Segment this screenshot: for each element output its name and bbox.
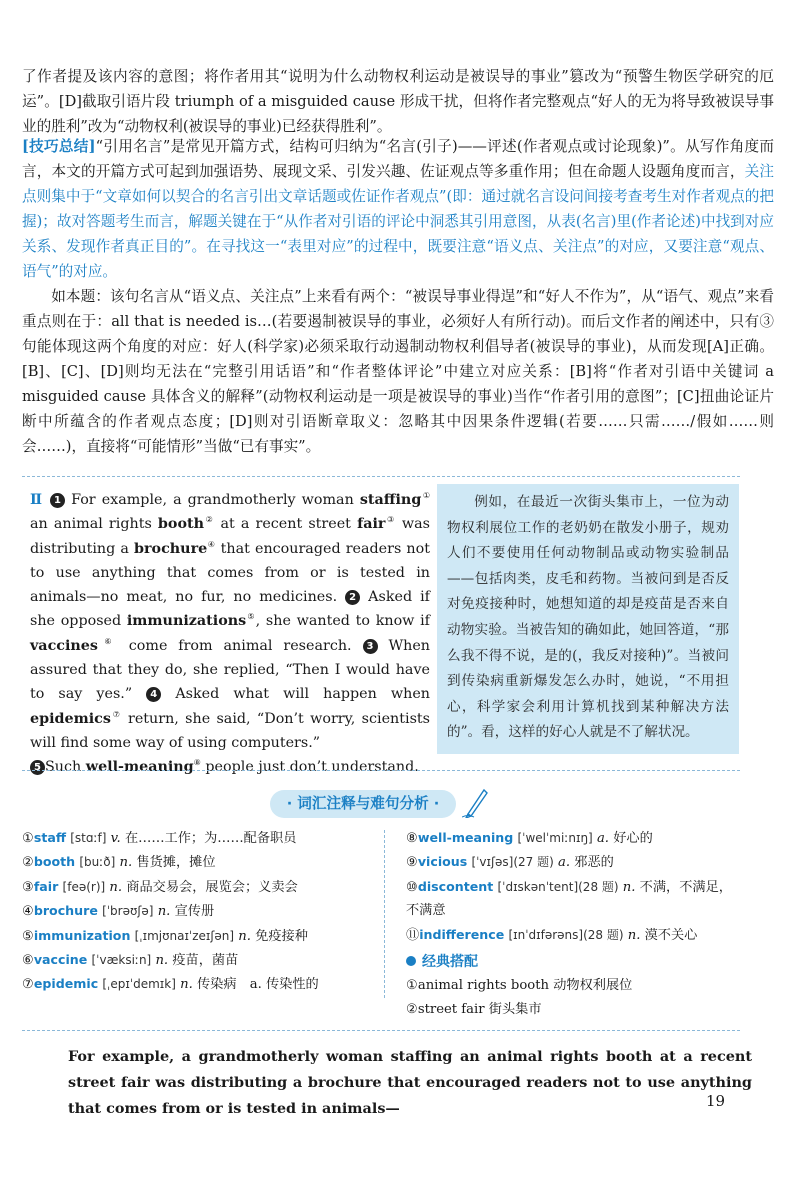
vocab-pos: n. [622, 879, 636, 895]
vocab-pos: a. [558, 855, 571, 871]
vocab-item [22, 875, 374, 899]
vocab-item [22, 924, 374, 948]
vocab-index: ⑧ [406, 831, 418, 846]
vocab-item [406, 875, 742, 923]
sentence-number-1: 1 [50, 493, 65, 508]
vocab-pos: n. [119, 855, 133, 871]
vocab-word: epidemic [33, 976, 99, 992]
vocab-list-left [22, 826, 374, 997]
vocab-definition: 传染病 a. 传染性的 [197, 977, 319, 993]
vocab-definition: 宣传册 [174, 904, 215, 920]
vocab-word: brochure [33, 903, 98, 919]
vocab-phonetic: [ˈdɪskənˈtent](28 题) [497, 879, 619, 894]
vocab-definition: 免疫接种 [255, 928, 308, 944]
vocab-phonetic: [stɑːf] [70, 831, 107, 845]
vocab-item [406, 923, 742, 947]
vocab-item [22, 948, 374, 972]
technique-tag: [技巧总结] [22, 138, 96, 155]
sentence-2-text: , she wanted to know if [255, 613, 430, 630]
footnote-mark: ① [421, 491, 431, 501]
sentence-number-3: 3 [363, 639, 378, 654]
vocab-phonetic: [buːð] [79, 855, 116, 870]
vocab-word: discontent [417, 878, 494, 894]
vocab-definition: 好心的 [613, 831, 653, 846]
vocab-index: ① [22, 831, 34, 846]
vocab-pos: n. [627, 927, 641, 943]
vocab-index: ⑦ [22, 977, 34, 993]
vocab-index: ② [22, 855, 34, 871]
vocab-word: fair [33, 878, 59, 894]
sentence-1-text: an animal rights [30, 516, 158, 533]
vocab-phonetic: [ˈvɪʃəs](27 题) [471, 855, 554, 870]
vocab-word-staffing: staffing [359, 492, 422, 508]
sentence-4-text: return, she said, “Don’t worry, scientists will find some way of using computers.” [30, 710, 430, 751]
vocab-index: ⑨ [406, 855, 418, 871]
vocab-pos: n. [157, 904, 171, 920]
vocab-phonetic: [ˈvæksiːn] [91, 953, 152, 968]
collocation-text: animal rights booth 动物权利展位 [417, 978, 633, 994]
sentence-number-4: 4 [146, 687, 161, 702]
vocab-item [22, 850, 374, 874]
vocab-word: staff [33, 830, 67, 845]
vocab-word-brochure: brochure [134, 540, 208, 557]
collocations-heading [406, 951, 742, 974]
vocab-index: ⑤ [22, 928, 34, 944]
sentence-number-2: 2 [345, 590, 360, 605]
collocations-heading-text: 经典搭配 [422, 954, 478, 971]
vocab-pos: n. [180, 977, 193, 993]
difficult-sentence: For example, a grandmotherly woman staffing an animal rights booth at a recent street fair was distributing a brochure that encouraged readers not to use anything that comes from or is tested in animals— [68, 1048, 752, 1117]
sentence-1-text: was distributing a [30, 516, 431, 557]
bullet-dot-icon [406, 956, 416, 966]
vocab-pos: n. [238, 928, 251, 944]
collocation-item [406, 974, 742, 997]
footnote-mark: ② [204, 515, 215, 525]
vocab-item [406, 826, 742, 850]
sentence-1-text: For example, a grandmotherly woman [71, 492, 360, 508]
vocab-phonetic: [ˈwelˈmiːnɪŋ] [517, 831, 593, 845]
vocab-item [406, 850, 742, 874]
footnote-mark: ④ [207, 539, 216, 549]
technique-text: “引用名言”是常见开篇方式，结构可归纳为“名言(引子)——评述(作者观点或讨论现象)”。从写作角度而言，本文的开篇方式可起到加强语势、展现文采、引发兴趣、佐证观点等多重作用；但在命题人设题角度而言， [22, 138, 775, 180]
sentence-section-divider [22, 1030, 740, 1031]
vocab-index: ⑩ [406, 879, 418, 895]
vocab-word: vicious [417, 854, 468, 870]
chinese-translation: 例如，在最近一次街头集市上，一位为动物权利展位工作的老奶奶在散发小册子，规劝人们不要使用任何动物制品或动物实验制品——包括肉类，皮毛和药物。当被问到是否反对免疫接种时，她想知道的却是疫苗是否来自动物实验。当被告知的确如此，她回答道，“那么我不得不说，是的(，我反对接种)”。当被问到传染病重新爆发怎么办时，她说，“不用担心，科学家会利用计算机找到某种解决方法的”。看，这样的好心人就是不了解状况。 [447, 494, 729, 741]
vocab-word-vaccines: vaccines [30, 637, 98, 654]
vocab-index: ⑪ [406, 927, 420, 943]
sentence-1-text: that encouraged readers not to use anything that comes from or is tested in animals—no meat, no fur, no medicines. [30, 540, 430, 606]
vocab-word: immunization [33, 927, 131, 943]
vocab-index: ④ [22, 904, 34, 920]
page-number: 19 [706, 1092, 726, 1110]
vocab-list-right [406, 826, 742, 1021]
vocab-pos: v. [110, 831, 121, 846]
analysis-paragraph-3: 如本题：该句名言从“语义点、关注点”上来看有两个：“被误导事业得逞”和“好人不作为”，从“语气、观点”来看重点则在于：all that is needed is…(若要遏制被误导的事业，必须好人有所行动)。而后文作者的阐述中，只有③句能体现这两个角度的对应：好人(科学家)必须采取行动遏制动物权利倡导者(被误导的事业)，从而发现[A]正确。[B]、[C]、[D]则均无法在“完整引用话语”和“作者整体评论”中建立对应关系：[B]将“作者对引语中关键词 a misguided cause 具体含义的解释”(动物权利运动是一项是被误导的事业)当作“作者引用的意图”；[C]扭曲论证片断中所蕴含的作者观点态度；[D]则对引语断章取义：忽略其中因果条件逻辑(若要……只需……/假如……则会……)，直接将“可能情形”当做“已有事实”。 [22, 288, 774, 455]
english-passage [30, 488, 430, 780]
vocab-pos: n. [109, 879, 123, 895]
sentence-1-text: at a recent street [214, 516, 358, 533]
footnote-mark: ⑥ [97, 637, 118, 647]
vocab-definition: 疫苗，菌苗 [172, 953, 239, 969]
collocation-text: street fair 街头集市 [417, 1001, 542, 1017]
vocab-pos: a. [596, 831, 609, 846]
footnote-mark: ⑧ [193, 758, 201, 768]
vocab-word-booth: booth [157, 516, 204, 533]
section-mark: Ⅱ [30, 492, 43, 508]
sentence-5-text: Such [45, 759, 86, 776]
sentence-2-text: come from animal research. [117, 637, 352, 654]
sentence-number-5: 5 [30, 760, 45, 775]
sentence-2-text: Asked if she opposed [30, 589, 430, 630]
vocab-word: booth [33, 854, 76, 870]
vocab-phonetic: [ˌɪmjʊnaɪˈzeɪʃən] [134, 928, 235, 943]
vocab-word: indifference [419, 926, 505, 942]
collocation-item [406, 998, 742, 1021]
vocab-phonetic: [feə(r)] [62, 879, 106, 894]
vocab-definition: 不满，不满足，不满意 [406, 879, 732, 919]
vocab-item [22, 899, 374, 923]
chinese-translation-box [437, 484, 739, 754]
footnote-mark: ⑦ [110, 709, 122, 719]
vocab-column-divider [384, 830, 385, 998]
vocab-phonetic: [ˌepɪˈdemɪk] [102, 977, 176, 992]
vocab-word-well-meaning: well-meaning [85, 759, 194, 776]
collocation-index: ① [406, 978, 418, 994]
analysis-paragraph-1: 了作者提及该内容的意图；将作者用其“说明为什么动物权利运动是被误导的事业”篡改为“预警生物医学研究的厄运”。[D]截取引语片段 triumph of a misguided cause 形成干扰，但将作者完整观点“好人的无为将导致被误导事业的胜利”改为“动物权利(被误导的事业)已经获得胜利”。 [22, 68, 774, 135]
vocab-definition: 在……工作；为……配备职员 [124, 831, 297, 846]
vocab-definition: 邪恶的 [574, 855, 614, 871]
pen-icon [462, 784, 490, 818]
vocab-index: ③ [22, 879, 34, 895]
footnote-mark: ⑤ [246, 612, 256, 622]
vocab-heading: · 词汇注释与难句分析 · [270, 790, 456, 818]
vocab-index: ⑥ [22, 953, 34, 969]
technique-highlight: 关注点则集中于“文章如何以契合的名言引出文章话题或佐证作者观点”(即：通过就名言设问间接考查考生对作者观点的把握)；故对答题考生而言，解题关键在于“从作者对引语的评论中洞悉其引用意图，从表(名言)里(作者论述)中找到对应关系、发现作者真正目的”。在寻找这一“表里对应”的过程中，既要注意“语义点、关注点”的对应，又要注意“观点、语气”的对应。 [22, 163, 774, 280]
footnote-mark: ③ [385, 515, 396, 525]
vocab-word-epidemics: epidemics [30, 710, 111, 727]
vocab-item [22, 826, 374, 850]
collocation-index: ② [406, 1001, 418, 1017]
sentence-4-text: Asked what will happen when [175, 686, 431, 703]
vocab-definition: 售货摊，摊位 [136, 855, 216, 871]
vocab-word: well-meaning [417, 830, 514, 845]
sentence-3-text: When assured that they do, she replied, “Then I would have to say yes.” [30, 637, 431, 703]
sentence-5-text: people just don’t understand. [200, 759, 419, 776]
vocab-definition: 商品交易会，展览会；义卖会 [126, 879, 298, 895]
vocab-definition: 漠不关心 [644, 927, 698, 943]
vocab-word: vaccine [33, 952, 88, 968]
vocab-phonetic: [ɪnˈdɪfərəns](28 题) [508, 927, 624, 942]
vocab-phonetic: [ˈbrəʊʃə] [102, 904, 154, 919]
vocab-item [22, 972, 374, 996]
vocab-word-immunizations: immunizations [126, 613, 247, 630]
vocab-word-fair: fair [357, 516, 386, 533]
vocab-pos: n. [155, 953, 169, 969]
technique-summary [22, 134, 774, 284]
